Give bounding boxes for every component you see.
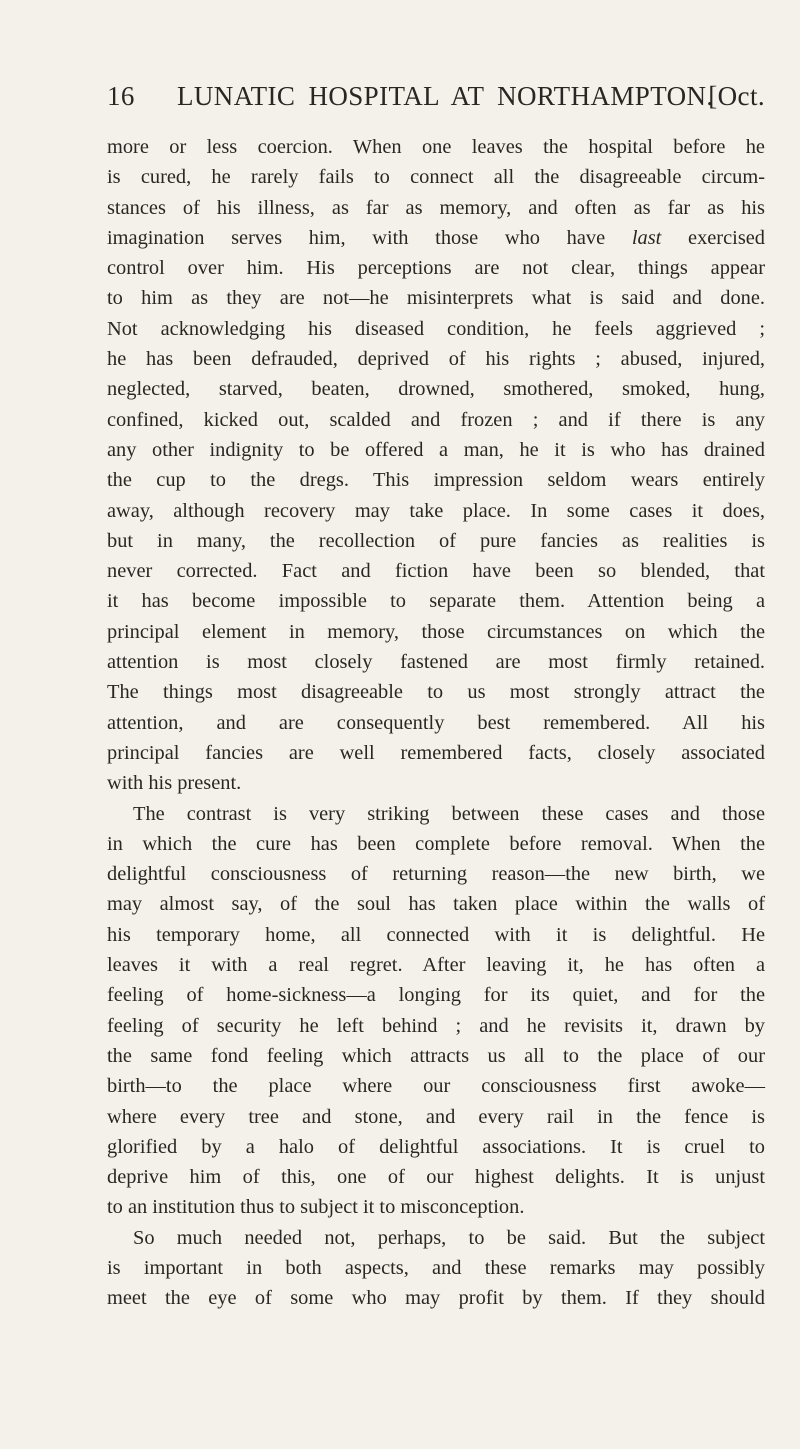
text-line: So much needed not, perhaps, to be said. But the subject xyxy=(133,1226,765,1249)
text-line: where every tree and stone, and every rail in the fence is xyxy=(107,1105,765,1128)
text-line: feeling of security he left behind ; and he revisits it, drawn by xyxy=(107,1014,765,1037)
text-line: The things most disagreeable to us most strongly attract the xyxy=(107,681,765,704)
text-line: to him as they are not—he misinterprets what is said and done. xyxy=(107,287,765,310)
text-line: never corrected. Fact and fiction have been so blended, that xyxy=(107,560,765,583)
text-line: confined, kicked out, scalded and frozen ; and if there is any xyxy=(107,408,765,431)
text-line: attention is most closely fastened are most firmly retained. xyxy=(107,651,765,674)
text-segment: exercised xyxy=(688,226,765,249)
text-line: to an institution thus to subject it to misconception. xyxy=(107,1196,525,1219)
italic-emphasis: last xyxy=(631,226,662,249)
text-line: The contrast is very striking between these cases and those xyxy=(133,802,765,825)
text-segment: imagination serves him, with those who have xyxy=(107,226,606,249)
page-number: 16 xyxy=(107,81,135,111)
text-line xyxy=(107,223,765,253)
text-line: control over him. His perceptions are not clear, things appear xyxy=(107,257,765,280)
issue-month: [Oct. xyxy=(708,81,765,111)
text-line: his temporary home, all connected with it is delightful. He xyxy=(107,923,765,946)
text-line: more or less coercion. When one leaves the hospital before he xyxy=(107,136,765,158)
text-line: neglected, starved, beaten, drowned, smothered, smoked, hung, xyxy=(107,378,765,401)
text-line: may almost say, of the soul has taken place within the walls of xyxy=(107,893,765,916)
text-line: any other indignity to be offered a man, he it is who has drained xyxy=(107,438,765,461)
text-line: stances of his illness, as far as memory, and often as far as his xyxy=(107,196,765,219)
running-header xyxy=(107,78,765,114)
text-line: away, although recovery may take place. In some cases it does, xyxy=(107,499,765,522)
running-title: LUNATIC HOSPITAL AT NORTHAMPTON. xyxy=(177,81,714,111)
text-line: principal element in memory, those circumstances on which the xyxy=(107,620,765,643)
text-line: but in many, the recollection of pure fancies as realities is xyxy=(107,529,765,552)
text-line: feeling of home-sickness—a longing for its quiet, and for the xyxy=(107,984,765,1007)
text-line: he has been defrauded, deprived of his rights ; abused, injured, xyxy=(107,348,765,371)
text-line: leaves it with a real regret. After leaving it, he has often a xyxy=(107,954,765,977)
text-line: glorified by a halo of delightful associations. It is cruel to xyxy=(107,1135,765,1158)
text-line: birth—to the place where our consciousness first awoke— xyxy=(107,1075,765,1098)
text-line: meet the eye of some who may profit by them. If they should xyxy=(107,1287,765,1310)
text-line: is cured, he rarely fails to connect all the disagreeable circum- xyxy=(107,166,765,189)
text-line: delightful consciousness of returning reason—the new birth, we xyxy=(107,863,765,886)
text-line: attention, and are consequently best remembered. All his xyxy=(107,711,765,734)
text-line: in which the cure has been complete before removal. When the xyxy=(107,832,765,855)
text-line: principal fancies are well remembered facts, closely associated xyxy=(107,741,765,764)
text-line: it has become impossible to separate them. Attention being a xyxy=(107,590,765,613)
body-text xyxy=(107,132,765,1314)
text-line: with his present. xyxy=(107,772,242,795)
text-line: deprive him of this, one of our highest delights. It is unjust xyxy=(107,1166,765,1189)
text-line: the same fond feeling which attracts us all to the place of our xyxy=(107,1044,765,1067)
text-line: the cup to the dregs. This impression seldom wears entirely xyxy=(107,469,765,492)
text-line: Not acknowledging his diseased condition, he feels aggrieved ; xyxy=(107,317,765,340)
text-line: is important in both aspects, and these remarks may possibly xyxy=(107,1256,765,1279)
